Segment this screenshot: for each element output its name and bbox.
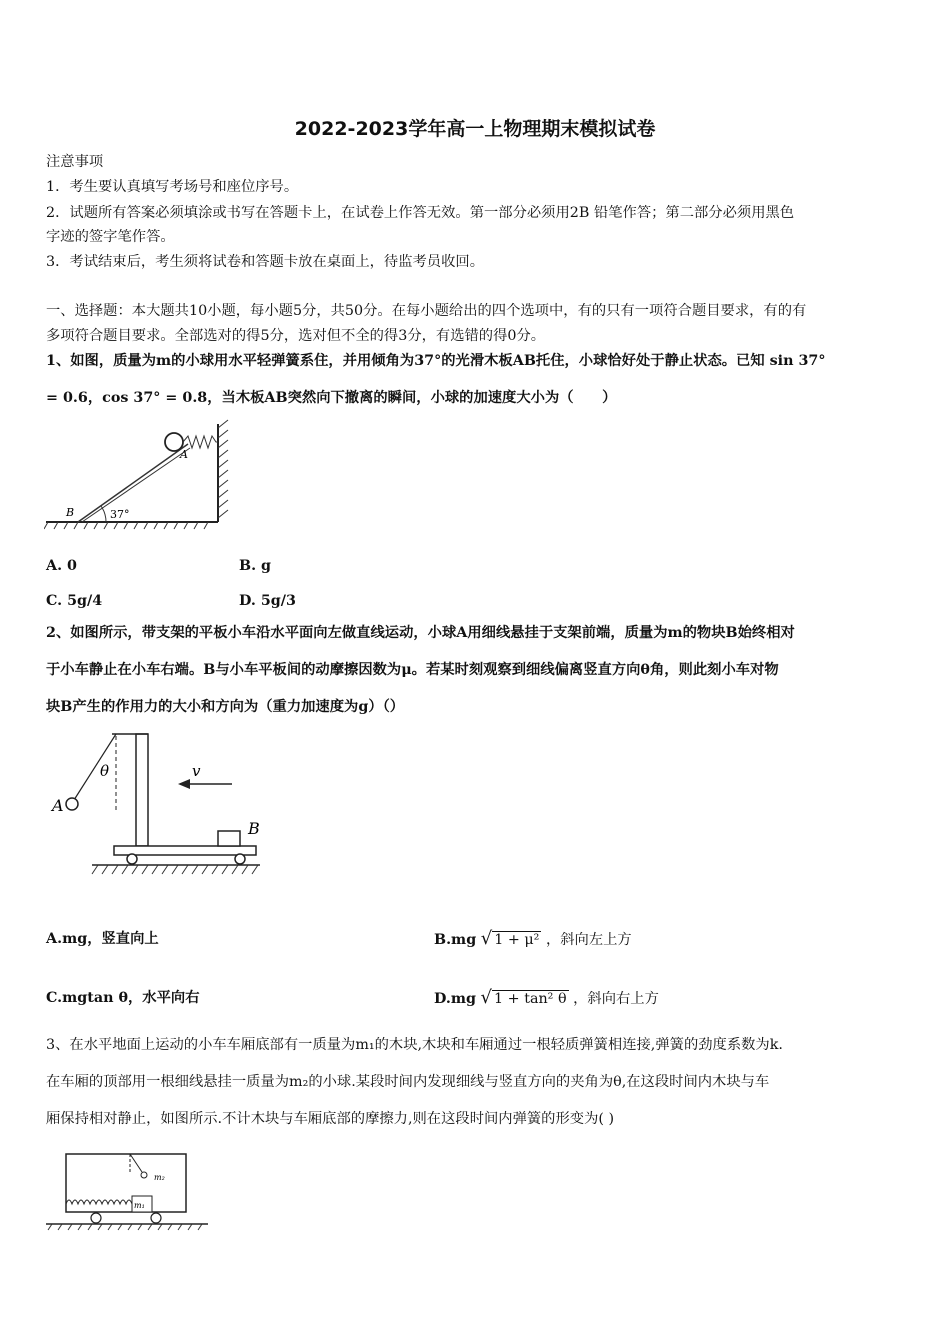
- q1-figure: [44, 418, 236, 530]
- q1-label-a: A: [180, 448, 188, 461]
- q1-option-b[interactable]: B. g: [239, 558, 272, 574]
- q3-stem: 3、在水平地面上运动的小车车厢底部有一质量为m₁的木块,木块和车厢通过一根轻质弹簧相连接,弹簧的劲度系数为k.: [46, 1037, 783, 1053]
- sqrt-icon: √: [480, 928, 493, 949]
- q3-figure: [44, 1150, 212, 1232]
- page-title: 2022-2023学年高一上物理期末模拟试卷: [294, 118, 656, 140]
- q1-angle-label: 37°: [110, 508, 130, 521]
- q1-option-d[interactable]: D. 5g/3: [239, 593, 296, 609]
- q1-option-c[interactable]: C. 5g/4: [46, 593, 103, 609]
- q2-label-b: B: [248, 819, 260, 838]
- sqrt-icon: √: [480, 987, 493, 1008]
- notice-item: 3．考试结束后，考生须将试卷和答题卡放在桌面上，待监考员收回。: [46, 254, 484, 270]
- q3-label-m2: m₂: [154, 1173, 165, 1182]
- notice-item: 1．考生要认真填写考场号和座位序号。: [46, 179, 299, 195]
- q2-stem: 2、如图所示，带支架的平板小车沿水平面向左做直线运动，小球A用细线悬挂于支架前端，质量为m的物块B始终相对: [46, 625, 795, 641]
- q3-stem: 在车厢的顶部用一根细线悬挂一质量为m₂的小球.某段时间内发现细线与竖直方向的夹角为θ,在这段时间内木块与车: [46, 1074, 770, 1090]
- q2-option-b-prefix: B.mg: [434, 932, 477, 948]
- notice-item: 字迹的签字笔作答。: [46, 229, 175, 245]
- q2-option-b[interactable]: [434, 929, 632, 950]
- q2-option-a[interactable]: A.mg，竖直向上: [46, 931, 159, 947]
- q2-option-b-suffix: ，斜向左上方: [545, 932, 632, 948]
- q1-option-a[interactable]: A. 0: [46, 558, 77, 574]
- q2-figure: [44, 728, 264, 884]
- section-intro: 一、选择题：本大题共10小题，每小题5分，共50分。在每小题给出的四个选项中，有的只有一项符合题目要求，有的有: [46, 303, 807, 319]
- q2-option-c[interactable]: C.mgtan θ，水平向右: [46, 990, 200, 1006]
- section-intro: 多项符合题目要求。全部选对的得5分，选对但不全的得3分，有选错的得0分。: [46, 328, 546, 344]
- q3-label-m1: m₁: [134, 1201, 145, 1210]
- q3-stem: 厢保持相对静止，如图所示.不计木块与车厢底部的摩擦力,则在这段时间内弹簧的形变为( ): [46, 1111, 615, 1127]
- q2-label-a: A: [52, 796, 64, 815]
- q2-stem: 块B产生的作用力的大小和方向为（重力加速度为g）（）: [46, 699, 405, 715]
- q2-option-d-suffix: ，斜向右上方: [573, 991, 659, 1007]
- notice-item: 2．试题所有答案必须填涂或书写在答题卡上，在试卷上作答无效。第一部分必须用2B 铅笔作答；第二部分必须用黑色: [46, 205, 795, 221]
- notice-heading: 注意事项: [46, 154, 104, 170]
- q2-option-d-prefix: D.mg: [434, 991, 476, 1007]
- q2-option-d-radicand: 1 + tan² θ: [494, 991, 567, 1007]
- q2-label-v: v: [192, 762, 201, 780]
- q1-label-b: B: [66, 506, 75, 519]
- q2-option-b-radicand: 1 + μ²: [494, 932, 540, 948]
- q1-stem: 1、如图，质量为m的小球用水平轻弹簧系住，并用倾角为37°的光滑木板AB托住，小球恰好处于静止状态。已知 sin 37°: [46, 353, 826, 369]
- q2-label-theta: θ: [100, 762, 110, 780]
- q2-option-d[interactable]: [434, 988, 659, 1009]
- q1-stem: = 0.6，cos 37° = 0.8，当木板AB突然向下撤离的瞬间，小球的加速度大小为（ ）: [46, 390, 617, 406]
- q2-stem: 于小车静止在小车右端。B与小车平板间的动摩擦因数为μ。若某时刻观察到细线偏离竖直方向θ角，则此刻小车对物: [46, 662, 779, 678]
